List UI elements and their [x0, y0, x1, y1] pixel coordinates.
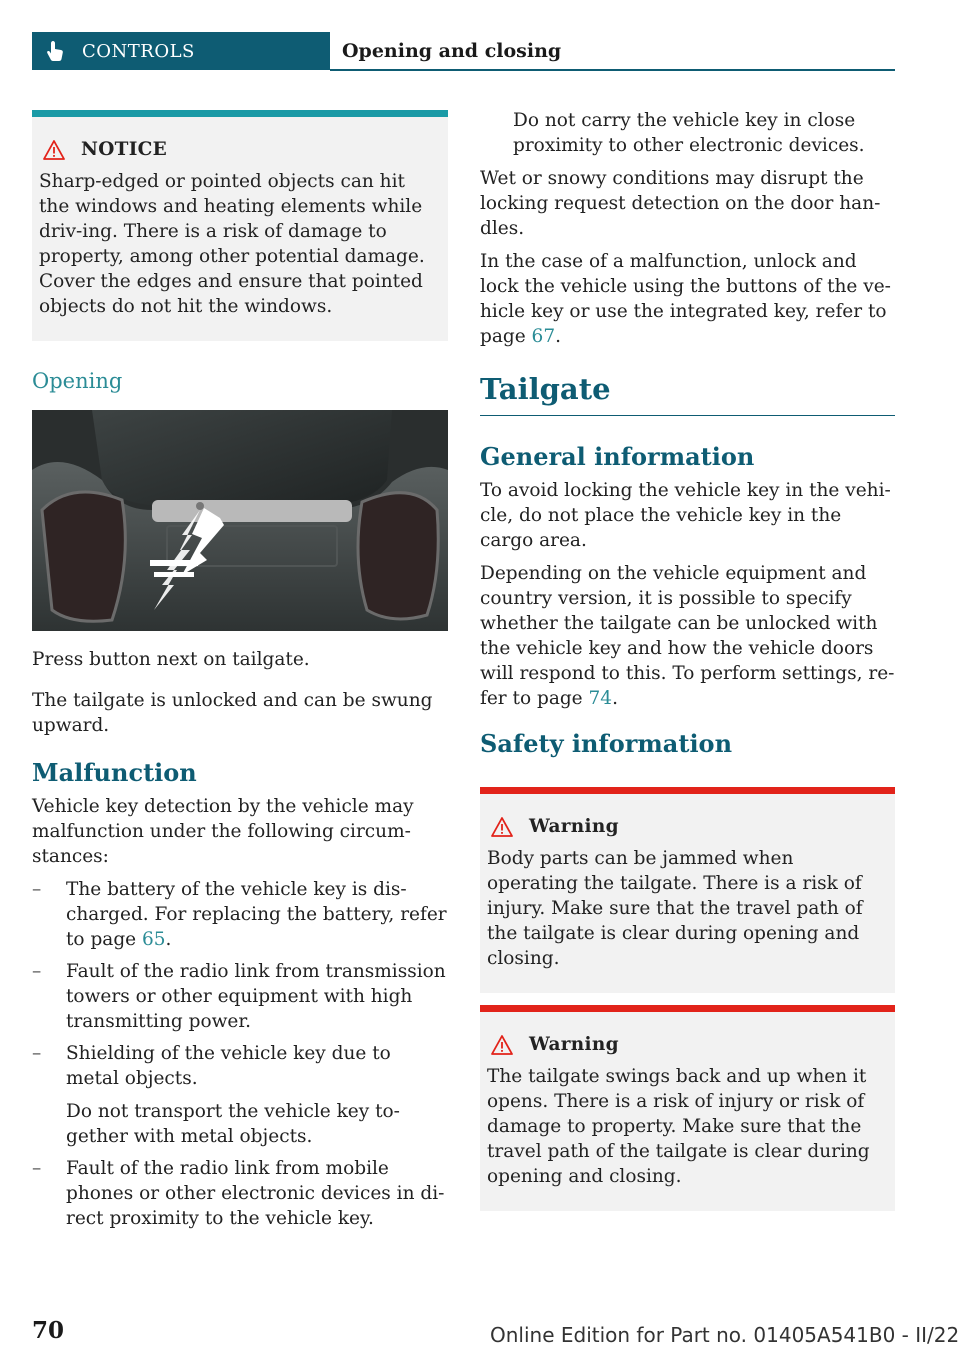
- settings-text: [480, 561, 895, 711]
- malfunction-intro: Vehicle key detection by the vehicle may malfunction under the following circum-stances:: [32, 796, 414, 867]
- list-item: [32, 1156, 448, 1231]
- opening-heading: Opening: [32, 369, 123, 393]
- malfunction-heading: Malfunction: [32, 758, 197, 787]
- list-dash: –: [32, 1158, 42, 1179]
- page-header: [32, 32, 895, 72]
- page-number: 70: [32, 1317, 65, 1344]
- malfunction-advice-end: .: [555, 326, 561, 347]
- list-item-end: .: [165, 929, 172, 950]
- list-dash: –: [32, 1043, 42, 1064]
- left-column: [32, 110, 448, 1238]
- edition-footer: Online Edition for Part no. 01405A541B0 - II/22: [490, 1323, 960, 1347]
- hand-pointer-icon: [46, 40, 64, 62]
- warning-title: [487, 1032, 887, 1057]
- malfunction-advice-text: In the case of a malfunction, unlock and lock the vehicle using the buttons of the ve-hicle key or use the integrated key, refer to page: [480, 251, 891, 347]
- warning-triangle-icon: [491, 817, 513, 837]
- general-information-heading: General information: [480, 442, 755, 471]
- notice-box: [32, 110, 448, 341]
- notice-text: Sharp-edged or pointed objects can hit the windows and heating elements while driv-ing. There is a risk of damage to property, among other potential damage. Cover the edges and ensure that pointed objects do not hit the windows.: [39, 171, 425, 317]
- list-item: [32, 959, 448, 1034]
- warning-label: Warning: [529, 816, 619, 837]
- header-rule: [330, 69, 895, 71]
- page-reference-link[interactable]: 65: [142, 929, 166, 950]
- settings-text-end: .: [612, 688, 618, 709]
- page-reference-link[interactable]: 67: [531, 326, 556, 347]
- photo-caption: Press button next on tailgate.: [32, 649, 310, 670]
- list-item-text: The battery of the vehicle key is dis-charged. For replacing the battery, refer to page: [66, 879, 447, 950]
- list-item-text: Shielding of the vehicle key due to metal objects.: [66, 1043, 391, 1089]
- notice-label: NOTICE: [81, 139, 168, 160]
- warning-text: Body parts can be jammed when operating the tailgate. There is a risk of injury. Make sure that the travel path of the tailgate is clear during opening and closing.: [487, 848, 863, 969]
- general-information-text: To avoid locking the vehicle key in the vehi-cle, do not place the vehicle key in the cargo area.: [480, 480, 891, 551]
- list-item-text: Fault of the radio link from transmission towers or other equipment with high transmitting power.: [66, 961, 446, 1032]
- list-item: [32, 877, 448, 952]
- settings-text-body: Depending on the vehicle equipment and country version, it is possible to specify whether the tailgate can be unlocked with the vehicle key and how the vehicle doors will respond to this. To perform settings, re-fer to page: [480, 563, 895, 709]
- list-item-text: Fault of the radio link from mobile phones or other electronic devices in di-rect proximity to the vehicle key.: [66, 1158, 445, 1229]
- unlocked-text: The tailgate is unlocked and can be swung upward.: [32, 690, 433, 736]
- list-dash: –: [32, 961, 42, 982]
- chapter-title: Opening and closing: [342, 40, 562, 62]
- warning-triangle-icon: [491, 1035, 513, 1055]
- notice-title: [39, 137, 440, 162]
- warning-text: The tailgate swings back and up when it opens. There is a risk of injury or risk of damage to property. Make sure that the travel path of the tailgate is clear during opening and closing.: [487, 1066, 870, 1187]
- section-label: CONTROLS: [82, 40, 195, 62]
- carry-text: Do not carry the vehicle key in close proximity to other electronic devices.: [513, 110, 865, 156]
- list-dash: –: [32, 879, 42, 900]
- malfunction-list: [32, 877, 448, 1231]
- list-item-subtext: Do not transport the vehicle key to-gether with metal objects.: [66, 1101, 400, 1147]
- warning-triangle-icon: [43, 140, 65, 160]
- warning-box: [480, 1005, 895, 1211]
- warning-box: [480, 787, 895, 993]
- wet-conditions-text: Wet or snowy conditions may disrupt the locking request detection on the door han-dles.: [480, 168, 881, 239]
- tailgate-button-photo: [32, 410, 448, 631]
- right-column: [480, 108, 895, 1223]
- page-reference-link[interactable]: 74: [588, 688, 613, 709]
- list-item: [32, 1041, 448, 1149]
- malfunction-advice: [480, 249, 895, 349]
- tailgate-heading: Tailgate: [480, 357, 895, 416]
- warning-title: [487, 814, 887, 839]
- safety-information-heading: Safety information: [480, 729, 733, 758]
- section-tab: [32, 32, 330, 70]
- warning-label: Warning: [529, 1034, 619, 1055]
